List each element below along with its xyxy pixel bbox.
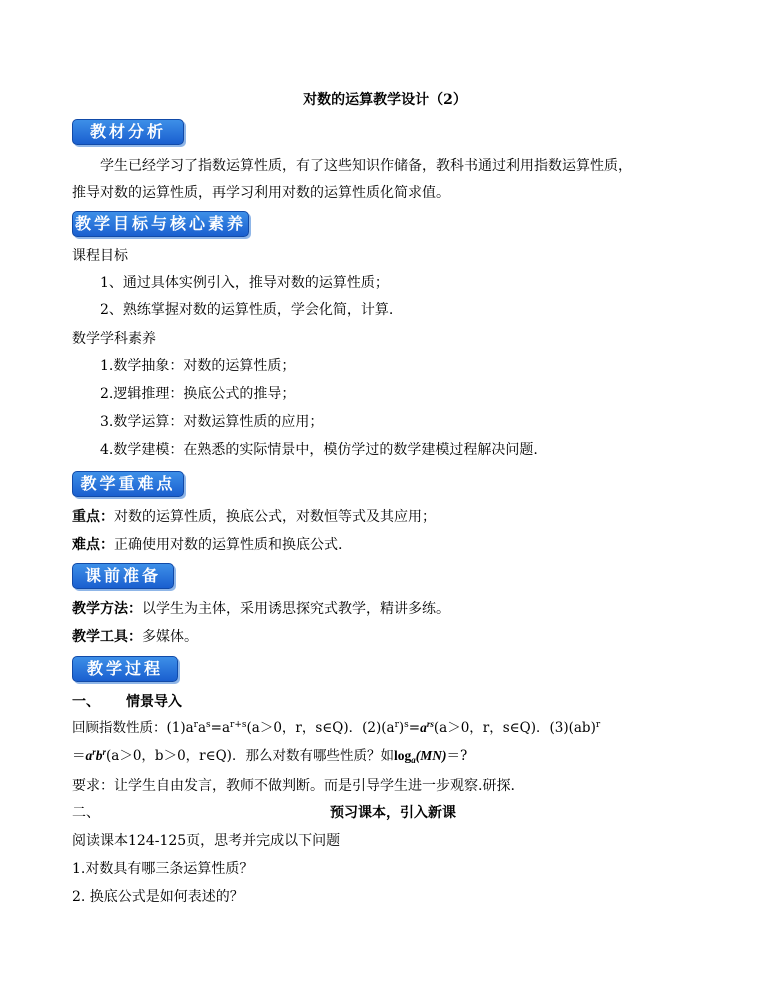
course-goal-item: 2、熟练掌握对数的运算性质，学会化简，计算. — [100, 302, 394, 318]
banner-key-points: 教学重难点 — [72, 471, 184, 497]
literacy-item: 3.数学运算：对数运算性质的应用； — [100, 414, 324, 430]
reading-instruction: 阅读课本124-125页，思考并完成以下问题 — [72, 833, 341, 849]
literacy-item: 4.数学建模：在熟悉的实际情景中，模仿学过的数学建模过程解决问题. — [100, 442, 538, 458]
literacy-heading: 数学学科素养 — [72, 331, 156, 347]
difficulty-line — [72, 535, 342, 555]
section-1-number: 一、 — [72, 694, 100, 710]
requirement-line: 要求：让学生自由发言，教师不做判断。而是引导学生进一步观察.研探. — [72, 778, 515, 794]
section-2-title: 预习课本，引入新课 — [330, 805, 456, 821]
literacy-item: 2.逻辑推理：换底公式的推导； — [100, 386, 296, 402]
question-1: 1.对数具有哪三条运算性质？ — [72, 861, 254, 877]
method-line — [72, 599, 450, 619]
key-point-line — [72, 507, 436, 527]
review-line-1: 回顾指数性质：$(1)a^ra^s=a^{r+s}(a>0$，r，s∈Q)．$(2)(a^r)^s=a^{rs}(a>0$，r，s∈Q)．(3)(ab)$^r$ — [72, 719, 601, 736]
course-goals-heading: 课程目标 — [72, 248, 128, 264]
banner-process: 教学过程 — [72, 656, 178, 682]
section-1-title: 情景导入 — [126, 694, 182, 710]
tool-text: 多媒体。 — [142, 629, 198, 645]
banner-prep: 课前准备 — [72, 563, 174, 589]
literacy-item: 1.数学抽象：对数的运算性质； — [100, 358, 296, 374]
banner-analysis: 教材分析 — [72, 119, 184, 145]
key-text: 对数的运算性质，换底公式，对数恒等式及其应用； — [114, 509, 436, 525]
analysis-line-1: 学生已经学习了指数运算性质，有了这些知识作储备，教科书通过利用指数运算性质， — [100, 158, 632, 174]
difficulty-label: 难点： — [72, 537, 114, 553]
analysis-line-2: 推导对数的运算性质，再学习利用对数的运算性质化简求值。 — [72, 185, 450, 201]
tool-label: 教学工具： — [72, 629, 142, 645]
review-line-2: $=a^rb^r(a>0$，b＞0，r∈Q)．那么对数有哪些性质？如$\log_a(MN)=$? — [72, 747, 468, 765]
course-goal-item: 1、通过具体实例引入，推导对数的运算性质； — [100, 275, 389, 291]
question-2: 2. 换底公式是如何表述的？ — [72, 889, 244, 905]
page-title: 对数的运算教学设计（2） — [303, 92, 467, 108]
banner-goals: 教学目标与核心素养 — [72, 211, 249, 237]
method-label: 教学方法： — [72, 601, 142, 617]
key-label: 重点： — [72, 509, 114, 525]
section-2-number: 二、 — [72, 805, 100, 821]
difficulty-text: 正确使用对数的运算性质和换底公式. — [114, 537, 343, 553]
tool-line — [72, 627, 198, 647]
method-text: 以学生为主体，采用诱思探究式教学，精讲多练。 — [142, 601, 450, 617]
